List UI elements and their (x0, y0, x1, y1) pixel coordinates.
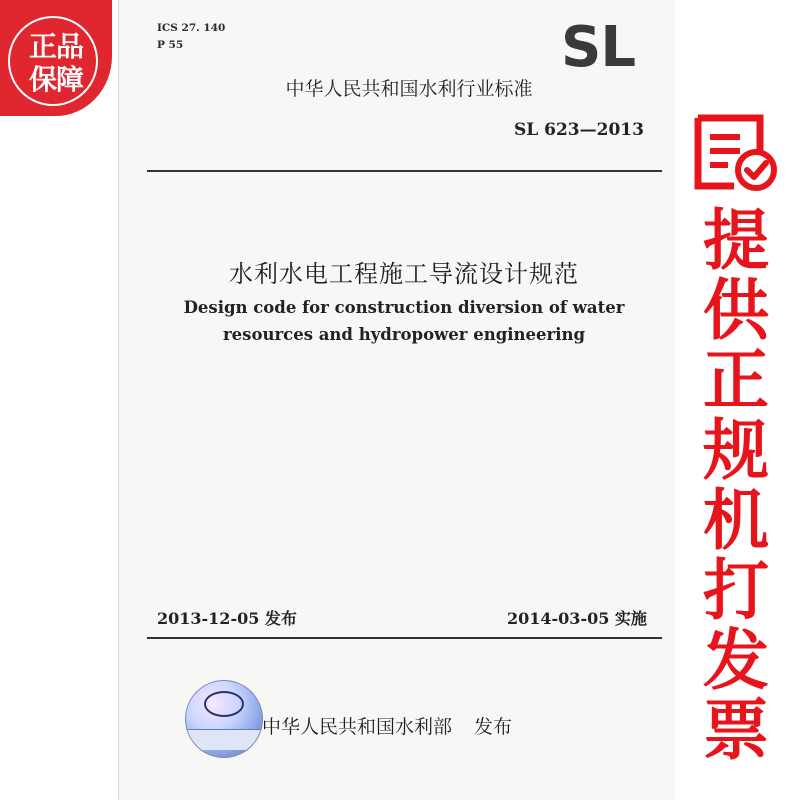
industry-standard-heading (0, 74, 800, 101)
bottom-divider (147, 637, 662, 639)
industry-standard-text: 中华人民共和国水利行业标准 (285, 78, 533, 100)
publisher-name: 中华人民共和国水利部 (262, 716, 453, 738)
banner-char: 供 (703, 272, 769, 349)
top-divider (147, 170, 662, 172)
seal-strip (186, 729, 262, 750)
title-english-line2: resources and hydropower engineering (222, 325, 585, 344)
banner-char: 机 (703, 482, 769, 559)
issue-date: 2013-12-05 发布 (157, 609, 297, 628)
standard-number: SL 623—2013 (514, 120, 644, 140)
banner-char: 规 (703, 412, 769, 489)
title-english-line1: Design code for construction diversion of water (183, 298, 625, 317)
classification-codes (157, 20, 225, 54)
badge-line2: 保障 (28, 63, 83, 96)
p-code: P 55 (157, 39, 184, 51)
badge-text (19, 30, 93, 96)
banner-char: 发 (703, 622, 769, 699)
banner-char: 提 (703, 202, 769, 279)
banner-char: 正 (703, 342, 769, 419)
banner-char: 票 (703, 692, 769, 769)
title-chinese: 水利水电工程施工导流设计规范 (229, 260, 579, 288)
authentic-badge (0, 0, 112, 116)
publisher-line (262, 712, 512, 739)
ics-code: ICS 27. 140 (157, 22, 226, 34)
publish-label: 发布 (474, 716, 513, 738)
badge-line1: 正品 (28, 30, 83, 63)
banner-char: 打 (703, 552, 769, 629)
sl-logo: SL (561, 15, 636, 80)
invoice-check-icon (690, 112, 780, 194)
invoice-banner (697, 202, 775, 769)
hologram-seal-icon (185, 680, 263, 758)
seal-ring (204, 691, 244, 717)
implementation-date: 2014-03-05 实施 (507, 609, 647, 628)
